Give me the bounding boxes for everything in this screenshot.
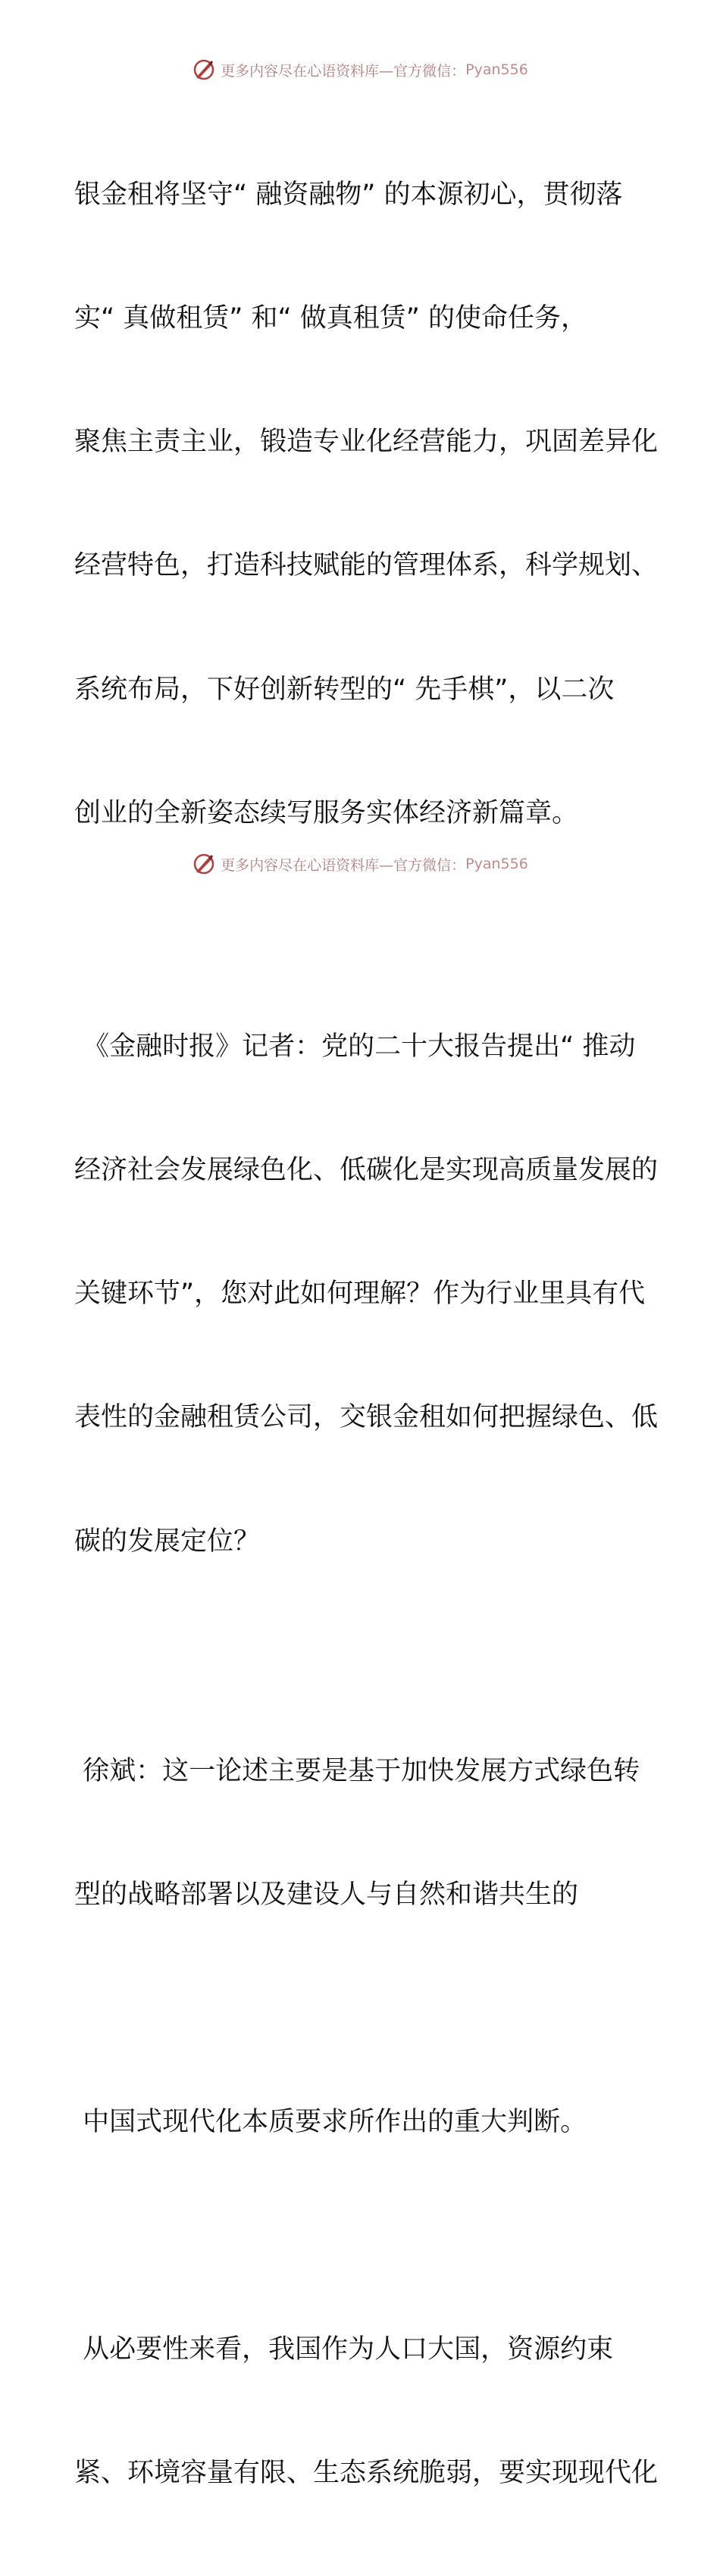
text-line: 银金租将坚守“ 融资融物” 的本源初心，贯彻落 bbox=[74, 179, 623, 210]
text-line: 从必要性来看，我国作为人口大国，资源约束 bbox=[74, 2333, 614, 2365]
text-line: 经营特色，打造科技赋能的管理体系，科学规划、 bbox=[74, 550, 659, 581]
paragraph-gap bbox=[74, 1645, 650, 1668]
paragraph-gap bbox=[74, 916, 650, 944]
header-watermark bbox=[0, 55, 720, 85]
pen-logo-icon bbox=[192, 852, 216, 876]
text-line: 徐斌：这一论述主要是基于加快发展方式绿色转 bbox=[74, 1755, 640, 1786]
text-line: 实“ 真做租赁” 和“ 做真租赁” 的使命任务， bbox=[74, 303, 588, 334]
watermark-text: 更多内容尽在心语资料库—官方微信： bbox=[221, 62, 466, 80]
paragraph-1 bbox=[74, 92, 659, 916]
watermark-contact: Pyan556 bbox=[465, 61, 528, 78]
pen-logo-icon bbox=[192, 58, 216, 82]
text-line: 型的战略部署以及建设人与自然和谐共生的 bbox=[74, 1879, 579, 1910]
text-line: 紧、环境容量有限、生态系统脆弱，要实现现代化 bbox=[74, 2458, 659, 2489]
watermark-text: 更多内容尽在心语资料库—官方微信： bbox=[221, 856, 466, 874]
text-line: 《金融时报》记者：党的二十大报告提出“ 推动 bbox=[74, 1031, 636, 1062]
text-line: 创业的全新姿态续写服务实体经济新篇章。 bbox=[74, 797, 579, 828]
text-line: 中国式现代化本质要求所作出的重大判断。 bbox=[74, 2106, 587, 2137]
watermark-contact: Pyan556 bbox=[465, 856, 528, 872]
footer-watermark bbox=[0, 849, 720, 879]
article-body bbox=[74, 92, 659, 2576]
paragraph-4 bbox=[74, 2019, 650, 2225]
text-line: 系统布局，下好创新转型的“ 先手棋”，以二次 bbox=[74, 674, 615, 705]
text-line: 表性的金融租赁公司，交银金租如何把握绿色、低 bbox=[74, 1402, 659, 1433]
text-line: 关键环节”，您对此如何理解？作为行业里具有代 bbox=[74, 1279, 646, 1310]
paragraph-2 bbox=[74, 944, 659, 1645]
paragraph-gap bbox=[74, 1998, 650, 2019]
text-line: 聚焦主责主业，锻造专业化经营能力，巩固差异化 bbox=[74, 427, 659, 458]
paragraph-3 bbox=[74, 1668, 650, 1998]
paragraph-5 bbox=[74, 2246, 659, 2576]
text-line: 经济社会发展绿色化、低碳化是实现高质量发展的 bbox=[74, 1155, 659, 1186]
text-line: 碳的发展定位？ bbox=[74, 1526, 261, 1557]
paragraph-gap bbox=[74, 2225, 650, 2246]
